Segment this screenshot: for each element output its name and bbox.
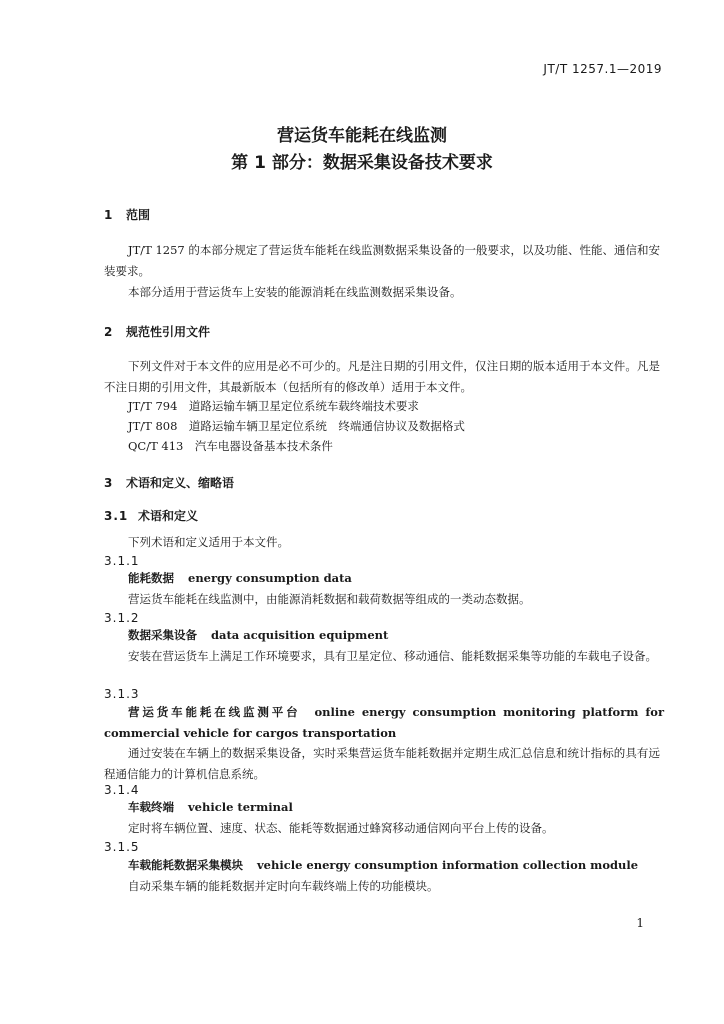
section-1-paragraph-2: 本部分适用于营运货车上安装的能源消耗在线监测数据采集设备。 [128, 285, 462, 299]
section-number: 3 [104, 476, 113, 490]
term-en: data acquisition equipment [211, 628, 389, 642]
term-definition: 通过安装在车辆上的数据采集设备，实时采集营运货车能耗数据并定期生成汇总信息和统计指标的具有远程通信能力的计算机信息系统。 [104, 746, 660, 781]
section-number: 1 [104, 208, 113, 222]
subsection-title: 术语和定义 [138, 509, 199, 523]
section-2-heading [104, 323, 210, 340]
term-number: 3.1.2 [104, 611, 140, 625]
document-title-line1: 营运货车能耗在线监测 [277, 126, 447, 146]
term-entry [104, 625, 664, 646]
subsection-3-1-heading [104, 507, 198, 524]
term-zh: 车载终端 [128, 800, 174, 814]
section-2-paragraph-1: 下列文件对于本文件的应用是必不可少的。凡是注日期的引用文件，仅注日期的版本适用于本文件。凡是不注日期的引用文件，其最新版本（包括所有的修改单）适用于本文件。 [104, 359, 660, 394]
term-number: 3.1.3 [104, 687, 140, 701]
section-1-heading [104, 206, 150, 223]
section-1-paragraph-1: JT/T 1257 的本部分规定了营运货车能耗在线监测数据采集设备的一般要求，以及功能、性能、通信和安装要求。 [104, 243, 660, 278]
term-definition: 定时将车辆位置、速度、状态、能耗等数据通过蜂窝移动通信网向平台上传的设备。 [128, 821, 554, 835]
standard-code: JT/T 1257.1—2019 [543, 62, 662, 76]
term-zh: 营运货车能耗在线监测平台 [128, 705, 301, 719]
term-en: vehicle terminal [188, 800, 293, 814]
term-definition: 安装在营运货车上满足工作环境要求，具有卫星定位、移动通信、能耗数据采集等功能的车载电子设备。 [128, 649, 657, 663]
term-number: 3.1.4 [104, 783, 140, 797]
term-definition: 自动采集车辆的能耗数据并定时向车载终端上传的功能模块。 [128, 879, 439, 893]
term-number: 3.1.5 [104, 840, 140, 854]
reference-item: QC/T 413 汽车电器设备基本技术条件 [128, 439, 333, 453]
term-entry [104, 702, 664, 744]
reference-item: JT/T 808 道路运输车辆卫星定位系统 终端通信协议及数据格式 [128, 419, 465, 433]
section-title: 规范性引用文件 [126, 325, 211, 339]
term-entry [104, 855, 664, 876]
term-en: energy consumption data [188, 571, 352, 585]
term-zh: 能耗数据 [128, 571, 174, 585]
term-definition: 营运货车能耗在线监测中，由能源消耗数据和载荷数据等组成的一类动态数据。 [128, 592, 531, 606]
term-en: online energy consumption monitoring platform for commercial vehicle for cargos transportation [104, 705, 665, 740]
section-3-intro: 下列术语和定义适用于本文件。 [128, 535, 289, 549]
subsection-number: 3.1 [104, 509, 129, 523]
term-zh: 车载能耗数据采集模块 [128, 858, 243, 872]
page-number: 1 [636, 916, 644, 930]
section-number: 2 [104, 325, 113, 339]
section-3-heading [104, 474, 234, 491]
reference-item: JT/T 794 道路运输车辆卫星定位系统车载终端技术要求 [128, 399, 419, 413]
term-number: 3.1.1 [104, 554, 140, 568]
document-title-line2: 第 1 部分：数据采集设备技术要求 [231, 153, 493, 173]
term-entry [104, 568, 664, 589]
term-entry [104, 797, 664, 818]
section-title: 范围 [126, 208, 151, 222]
section-title: 术语和定义、缩略语 [126, 476, 235, 490]
term-zh: 数据采集设备 [128, 628, 197, 642]
term-en: vehicle energy consumption information collection module [257, 858, 639, 872]
